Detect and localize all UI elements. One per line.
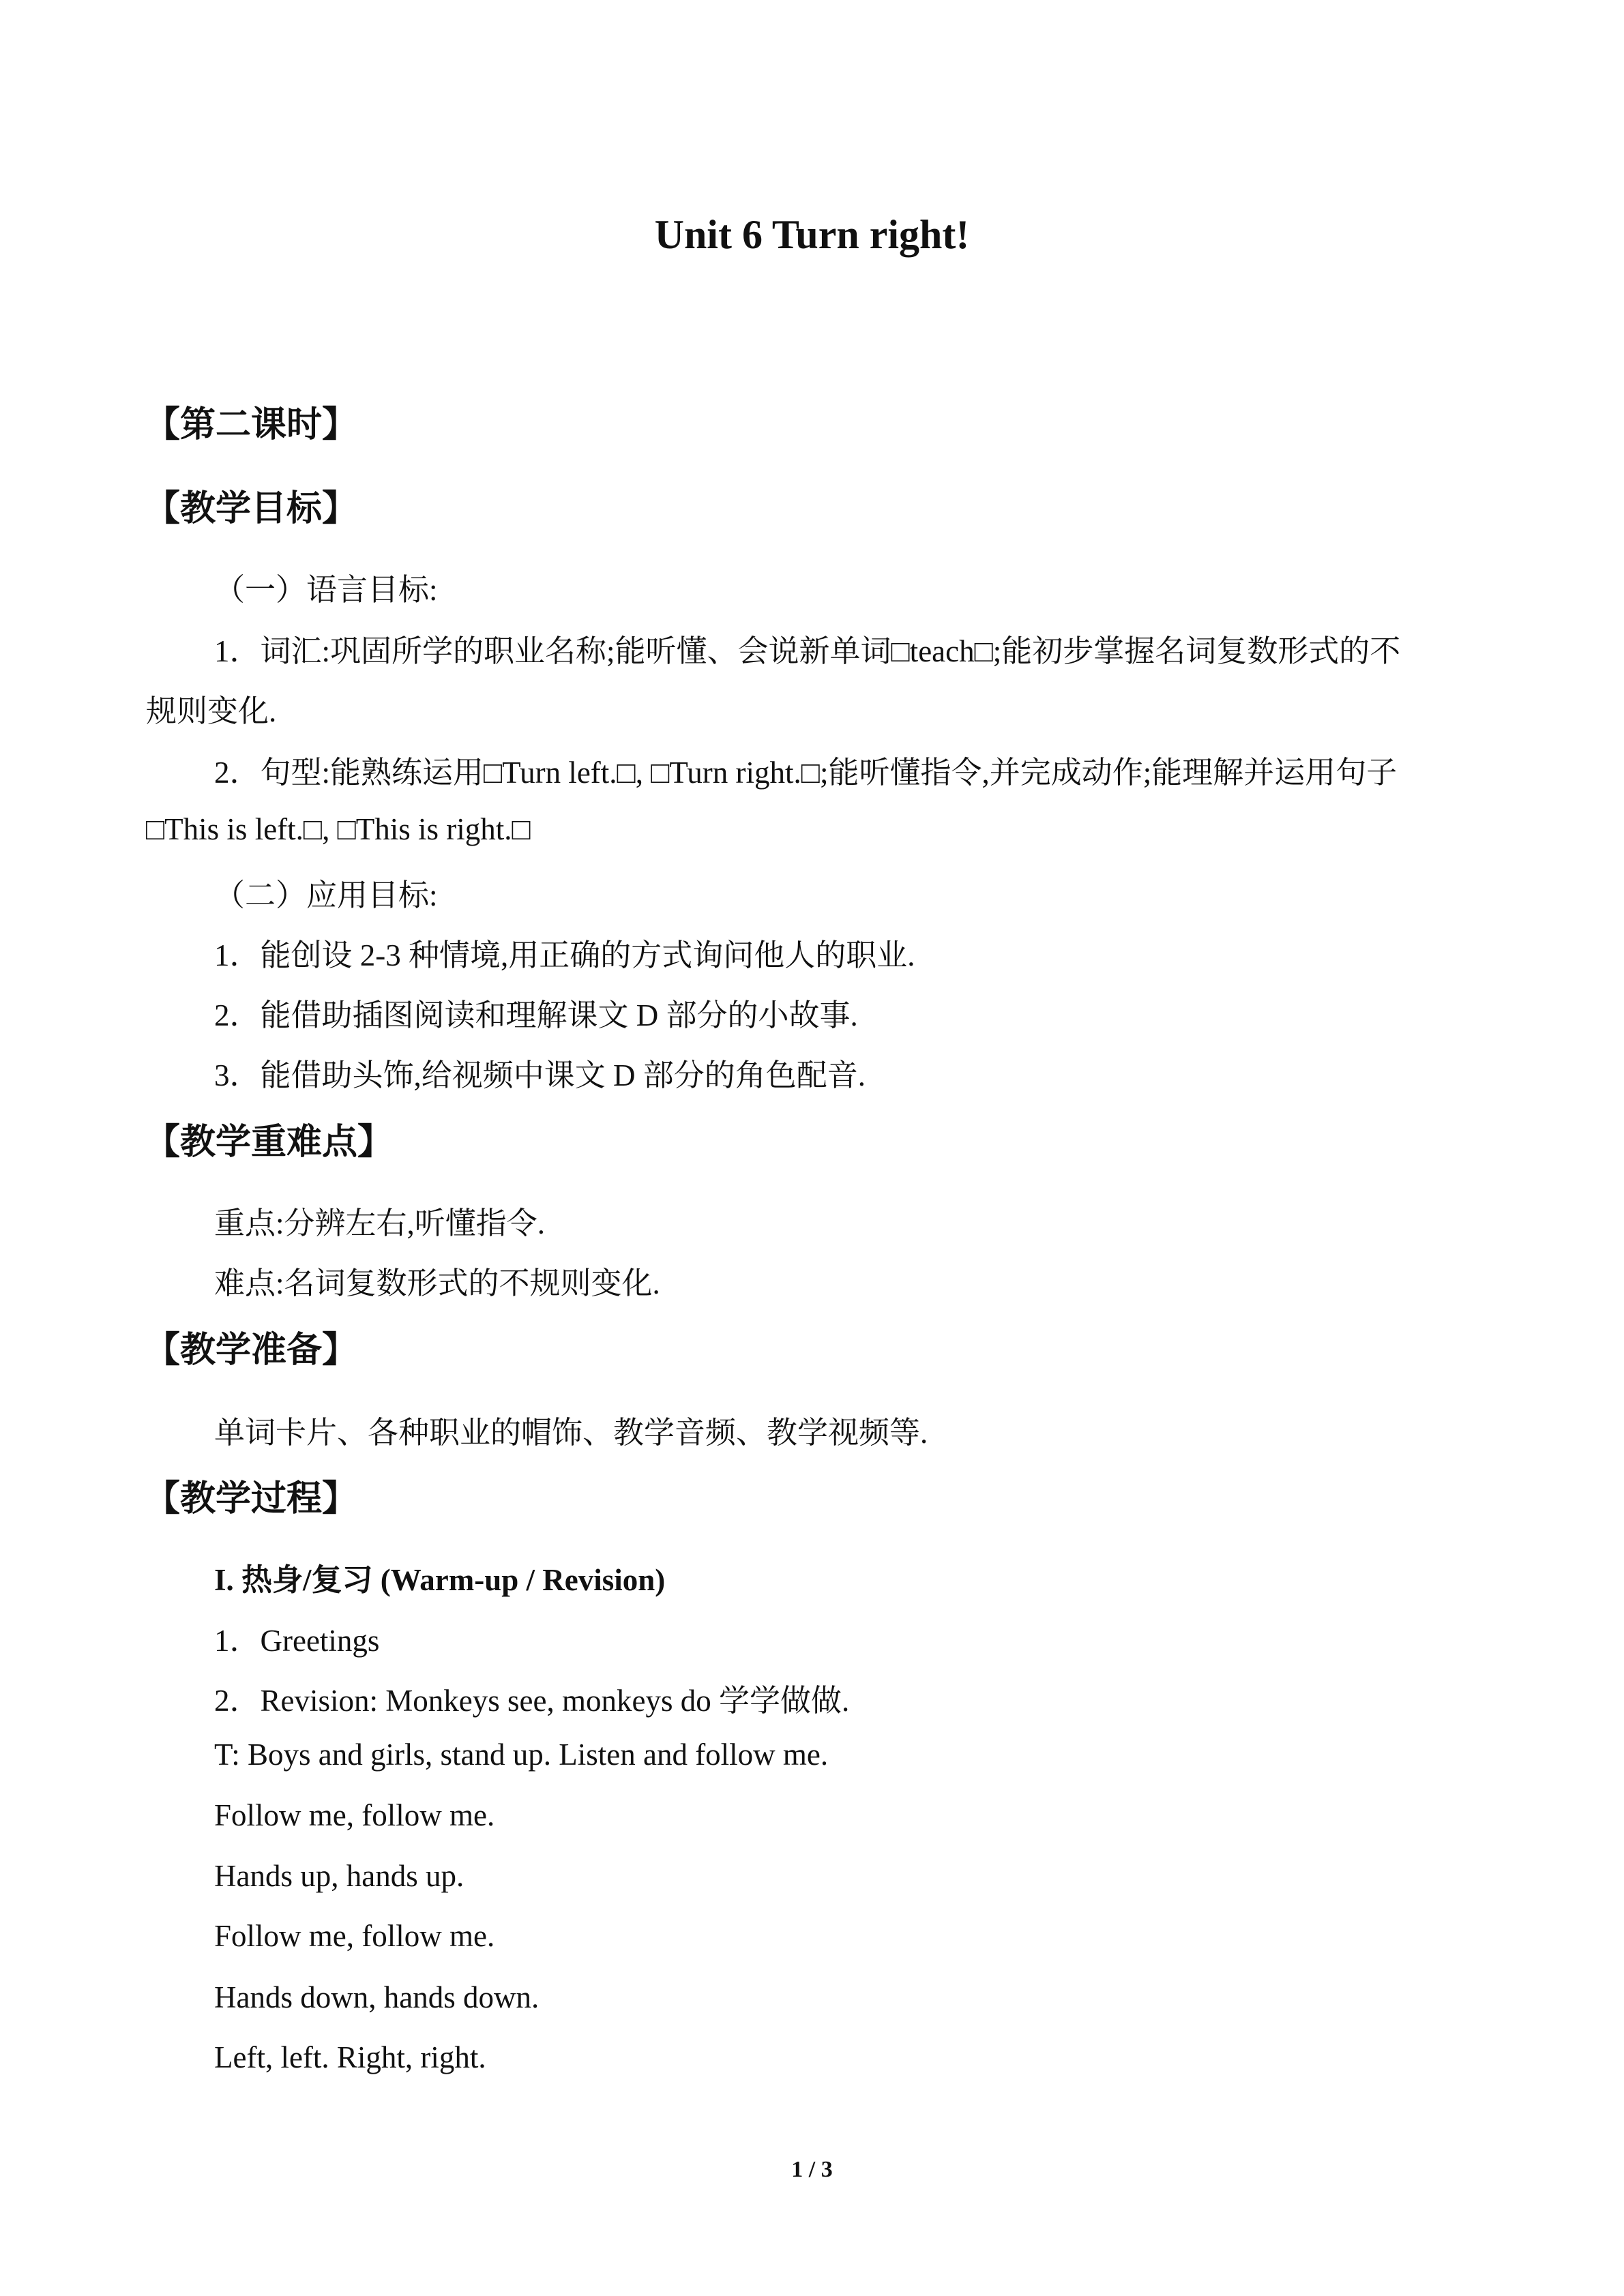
- chant-line: Left, left. Right, right.: [214, 2040, 486, 2074]
- section-key-points-heading: 【教学重难点】: [145, 1122, 394, 1163]
- vocab-objective-line2: 规则变化.: [146, 694, 277, 728]
- chant-line: T: Boys and girls, stand up. Listen and follow me.: [214, 1738, 829, 1772]
- section-objectives-heading: 【教学目标】: [145, 488, 358, 529]
- page-number: 1 / 3: [791, 2157, 833, 2182]
- sentence-objective-line1: 2．句型:能熟练运用□Turn left.□, □Turn right.□;能听懂指令,并完成动作;能理解并运用句子: [214, 756, 1398, 790]
- application-objective-2: 2．能借助插图阅读和理解课文 D 部分的小故事.: [214, 998, 858, 1032]
- chant-line: Hands down, hands down.: [214, 1980, 540, 2014]
- language-objectives-heading: （一）语言目标:: [214, 573, 438, 607]
- section-process-heading: 【教学过程】: [145, 1478, 358, 1519]
- section-preparation-heading: 【教学准备】: [145, 1330, 358, 1371]
- vocab-objective-line1: 1．词汇:巩固所学的职业名称;能听懂、会说新单词□teach□;能初步掌握名词复数形式的不: [214, 634, 1401, 668]
- section-lesson-heading: 【第二课时】: [145, 404, 358, 445]
- key-point-focus: 重点:分辨左右,听懂指令.: [214, 1206, 546, 1240]
- application-objective-3: 3．能借助头饰,给视频中课文 D 部分的角色配音.: [214, 1058, 866, 1092]
- key-point-difficulty: 难点:名词复数形式的不规则变化.: [214, 1266, 660, 1300]
- chant-line: Follow me, follow me.: [214, 1919, 495, 1953]
- document-title: Unit 6 Turn right!: [654, 212, 970, 257]
- chant-line: Hands up, hands up.: [214, 1859, 464, 1893]
- process-item-1: 1．Greetings: [214, 1624, 380, 1658]
- application-objective-1: 1．能创设 2-3 种情境,用正确的方式询问他人的职业.: [214, 938, 915, 972]
- chant-line: Follow me, follow me.: [214, 1798, 495, 1832]
- preparation-materials: 单词卡片、各种职业的帽饰、教学音频、教学视频等.: [214, 1416, 928, 1450]
- process-step-heading: I. 热身/复习 (Warm-up / Revision): [214, 1563, 666, 1597]
- sentence-objective-line2: □This is left.□, □This is right.□: [146, 812, 531, 846]
- process-item-2: 2．Revision: Monkeys see, monkeys do 学学做做.: [214, 1684, 850, 1718]
- application-objectives-heading: （二）应用目标:: [214, 878, 438, 912]
